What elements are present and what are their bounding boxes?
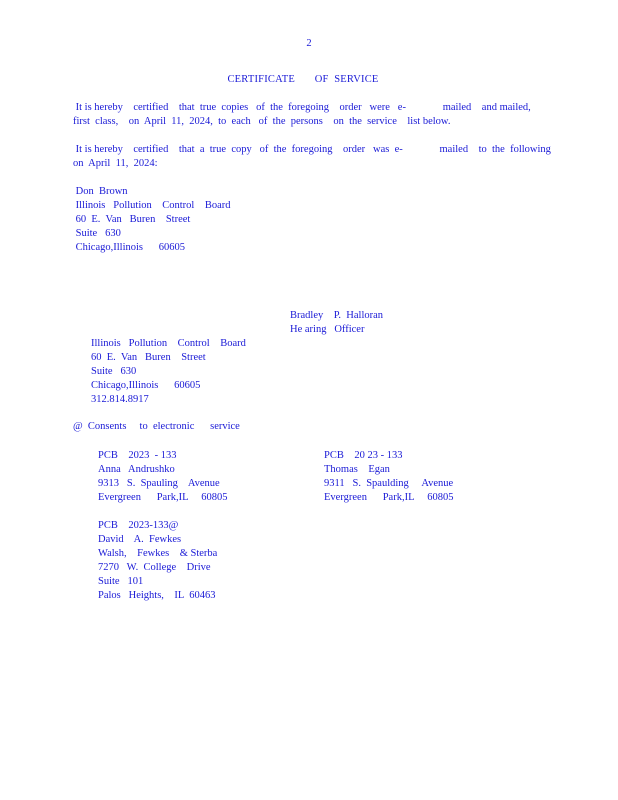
address-line: Suite 630 [73, 228, 121, 239]
street-address: 9311 S. Spaulding Avenue [324, 478, 454, 489]
sender-address [91, 337, 246, 407]
page-number: 2 [306, 38, 312, 49]
address-line: Chicago,Illinois 60605 [73, 242, 185, 253]
address-line: 60 E. Van Buren Street [73, 214, 191, 225]
certification-paragraph-1-line-2: first class, on April 11, 2024, to each of the persons on the service list below. [73, 116, 451, 127]
city-state-zip: Evergreen Park,IL 60805 [324, 492, 454, 503]
service-list-entry [98, 449, 227, 505]
case-number: PCB 2023 - 133 [98, 450, 177, 461]
document-title: CERTIFICATE OF SERVICE [227, 74, 379, 85]
service-list-entry [98, 519, 217, 603]
address-line: 60 E. Van Buren Street [91, 352, 206, 363]
recipient-name: David A. Fewkes [98, 534, 182, 545]
electronic-service-consent-note: @ Consents to electronic service [73, 421, 240, 432]
address-line: Chicago,Illinois 60605 [91, 380, 201, 391]
certification-paragraph-2-line-2: on April 11, 2024: [73, 158, 158, 169]
recipient-name: Thomas Egan [324, 464, 390, 475]
address-line: Don Brown [73, 186, 128, 197]
address-line: Suite 630 [91, 366, 137, 377]
city-state-zip: Palos Heights, IL 60463 [98, 590, 216, 601]
signer-name: Bradley P. Halloran [290, 310, 384, 321]
phone-number: 312.814.8917 [91, 394, 149, 405]
street-address: 7270 W. College Drive [98, 562, 211, 573]
certification-paragraph-2-line-1: It is hereby certified that a true copy of the foregoing order was e- mailed to the following [73, 144, 551, 155]
recipient-board-address [73, 185, 231, 255]
recipient-name: Anna Andrushko [98, 464, 175, 475]
street-address: 9313 S. Spauling Avenue [98, 478, 220, 489]
service-list-entry [324, 449, 453, 505]
address-line: Illinois Pollution Control Board [73, 200, 231, 211]
city-state-zip: Evergreen Park,IL 60805 [98, 492, 228, 503]
address-line: Illinois Pollution Control Board [91, 338, 246, 349]
case-number: PCB 2023-133@ [98, 520, 179, 531]
signer-title: He aring Officer [290, 324, 365, 335]
suite: Suite 101 [98, 576, 144, 587]
certification-paragraph-1-line-1: It is hereby certified that true copies of the foregoing order were e- mailed and mailed, [73, 102, 531, 113]
signature-block [290, 309, 383, 337]
firm-name: Walsh, Fewkes & Sterba [98, 548, 218, 559]
case-number: PCB 20 23 - 133 [324, 450, 403, 461]
